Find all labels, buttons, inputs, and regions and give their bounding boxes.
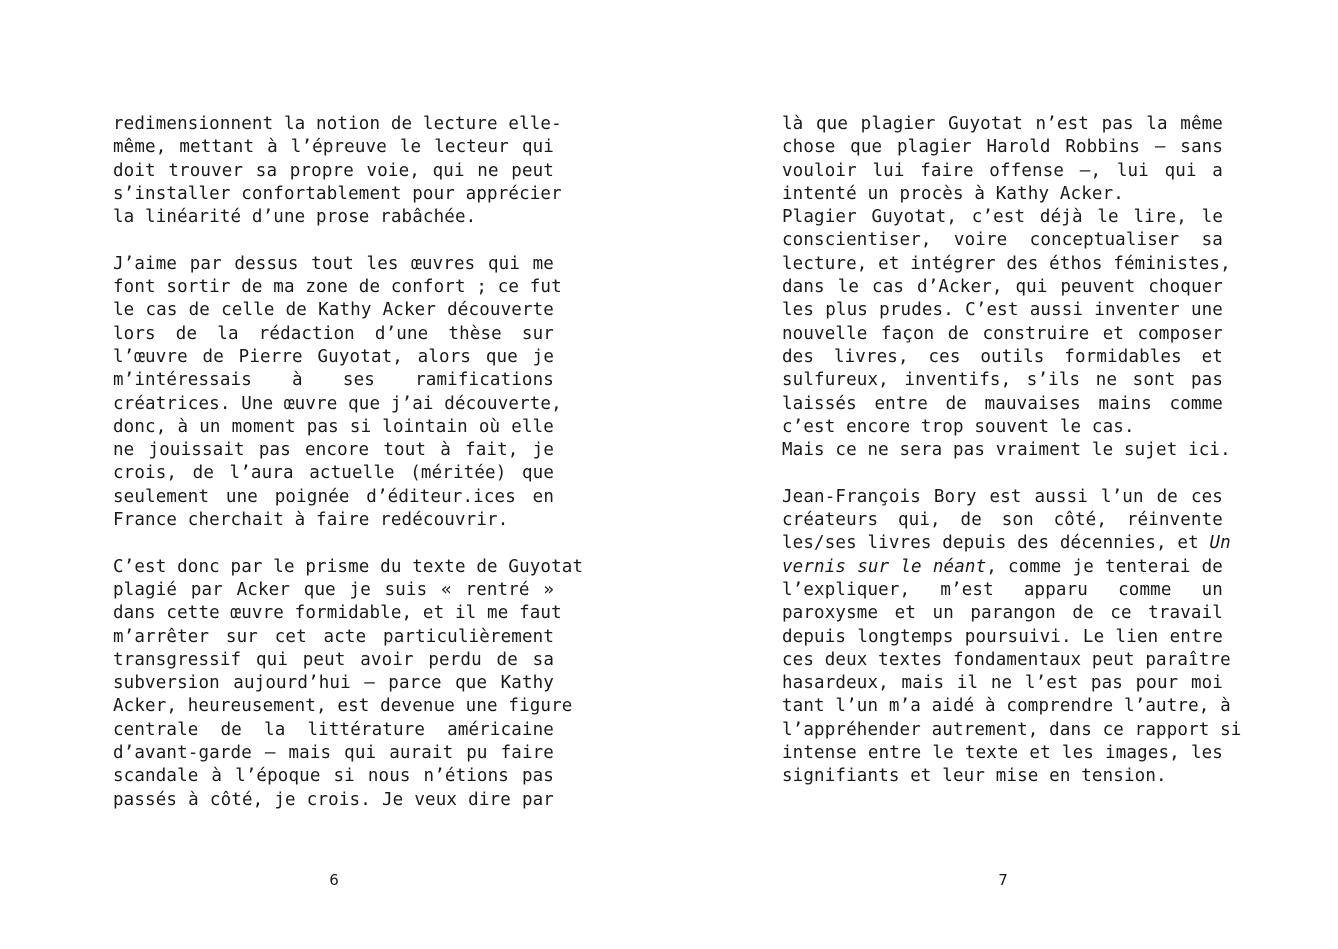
text-line: subversion aujourd’hui – parce que Kathy — [113, 673, 554, 694]
text-line: scandale à l’époque si nous n’étions pas — [113, 766, 554, 787]
text-line: plagié par Acker que je suis « rentré » — [113, 579, 554, 600]
text-line: Jean-François Bory est aussi l’un de ces — [782, 486, 1223, 507]
text-line: c’est encore trop souvent le cas. — [782, 416, 1135, 437]
text-line — [782, 556, 1223, 579]
text-line: depuis longtemps poursuivi. Le lien entre — [782, 626, 1223, 647]
text-line: créatrices. Une œuvre que j’ai découverte, — [113, 393, 562, 414]
text-line: tant l’un m’a aidé à comprendre l’autre, à — [782, 696, 1231, 717]
text-line: des livres, ces outils formidables et — [782, 346, 1223, 367]
text-line: créateurs qui, de son côté, réinvente — [782, 510, 1223, 531]
text-line: C’est donc par le prisme du texte de Guyotat — [113, 556, 584, 577]
text-line: s’installer confortablement pour apprécier — [113, 183, 562, 204]
text-line: même, mettant à l’épreuve le lecteur qui — [113, 137, 554, 158]
text-line: l’appréhender autrement, dans ce rapport si — [782, 719, 1242, 740]
text-line: lors de la rédaction d’une thèse sur — [113, 323, 554, 344]
text-line: Mais ce ne sera pas vraiment le sujet ici. — [782, 440, 1231, 461]
line-text: les/ses livres depuis des décennies, et — [782, 533, 1210, 554]
text-line: centrale de la littérature américaine — [113, 719, 554, 740]
text-line: dans cette œuvre formidable, et il me faut — [113, 603, 562, 624]
right-page — [669, 0, 1338, 949]
text-line: hasardeux, mais il ne l’est pas pour moi — [782, 673, 1223, 694]
text-line: ne jouissait pas encore tout à fait, je — [113, 440, 554, 461]
page-number-left: 6 — [329, 871, 339, 889]
text-line: France cherchait à faire redécouvrir. — [113, 510, 509, 531]
text-line: là que plagier Guyotat n’est pas la même — [782, 114, 1223, 134]
text-line: l’expliquer, m’est apparu comme un — [782, 579, 1223, 600]
text-line: signifiants et leur mise en tension. — [782, 766, 1167, 787]
text-line: l’œuvre de Pierre Guyotat, alors que je — [113, 346, 554, 367]
text-line: Acker, heureusement, est devenue une figure — [113, 696, 573, 717]
text-line: laissés entre de mauvaises mains comme — [782, 393, 1223, 414]
text-line: ces deux textes fondamentaux peut paraître — [782, 649, 1231, 670]
text-line: J’aime par dessus tout les œuvres qui me — [113, 253, 554, 274]
paragraph-gap — [113, 229, 554, 252]
italic-title: vernis sur le néant — [782, 556, 987, 577]
text-line: m’intéressais à ses ramifications — [113, 370, 554, 391]
text-line: Plagier Guyotat, c’est déjà le lire, le — [782, 207, 1223, 228]
text-line: transgressif qui peut avoir perdu de sa — [113, 649, 554, 670]
text-line: donc, à un moment pas si lointain où elle — [113, 416, 554, 437]
italic-title: Un — [1209, 533, 1231, 554]
text-line: d’avant-garde – mais qui aurait pu faire — [113, 743, 554, 764]
left-page-text — [113, 113, 584, 812]
text-line: doit trouver sa propre voie, qui ne peut — [113, 160, 554, 181]
text-line: sulfureux, inventifs, s’ils ne sont pas — [782, 370, 1223, 391]
line-rest: , comme je tenterai de — [986, 556, 1223, 577]
paragraph-gap — [782, 462, 1223, 485]
page-number-right: 7 — [998, 871, 1008, 889]
text-line: crois, de l’aura actuelle (méritée) que — [113, 463, 554, 484]
text-line: la linéarité d’une prose rabâchée. — [113, 207, 477, 228]
text-line: intenté un procès à Kathy Acker. — [782, 183, 1124, 204]
text-line: conscientiser, voire conceptualiser sa — [782, 230, 1223, 251]
text-line: vouloir lui faire offense –, lui qui a — [782, 160, 1223, 181]
text-line: chose que plagier Harold Robbins – sans — [782, 137, 1223, 158]
text-line: redimensionnent la notion de lecture elle- — [113, 114, 562, 134]
text-line: paroxysme et un parangon de ce travail — [782, 603, 1223, 624]
text-line: font sortir de ma zone de confort ; ce fut — [113, 277, 562, 298]
text-line: seulement une poignée d’éditeur.ices en — [113, 486, 554, 507]
text-line: passés à côté, je crois. Je veux dire par — [113, 789, 554, 810]
text-line — [782, 532, 1231, 555]
text-line: les plus prudes. C’est aussi inventer une — [782, 300, 1223, 321]
paragraph-gap — [113, 532, 554, 555]
text-line: lecture, et intégrer des éthos féministes, — [782, 253, 1231, 274]
text-line: m’arrêter sur cet acte particulièrement — [113, 626, 554, 647]
right-page-text — [782, 113, 1242, 789]
text-line: intense entre le texte et les images, les — [782, 743, 1223, 764]
text-line: dans le cas d’Acker, qui peuvent choquer — [782, 277, 1223, 298]
text-line: le cas de celle de Kathy Acker découverte — [113, 300, 554, 321]
text-line: nouvelle façon de construire et composer — [782, 323, 1223, 344]
